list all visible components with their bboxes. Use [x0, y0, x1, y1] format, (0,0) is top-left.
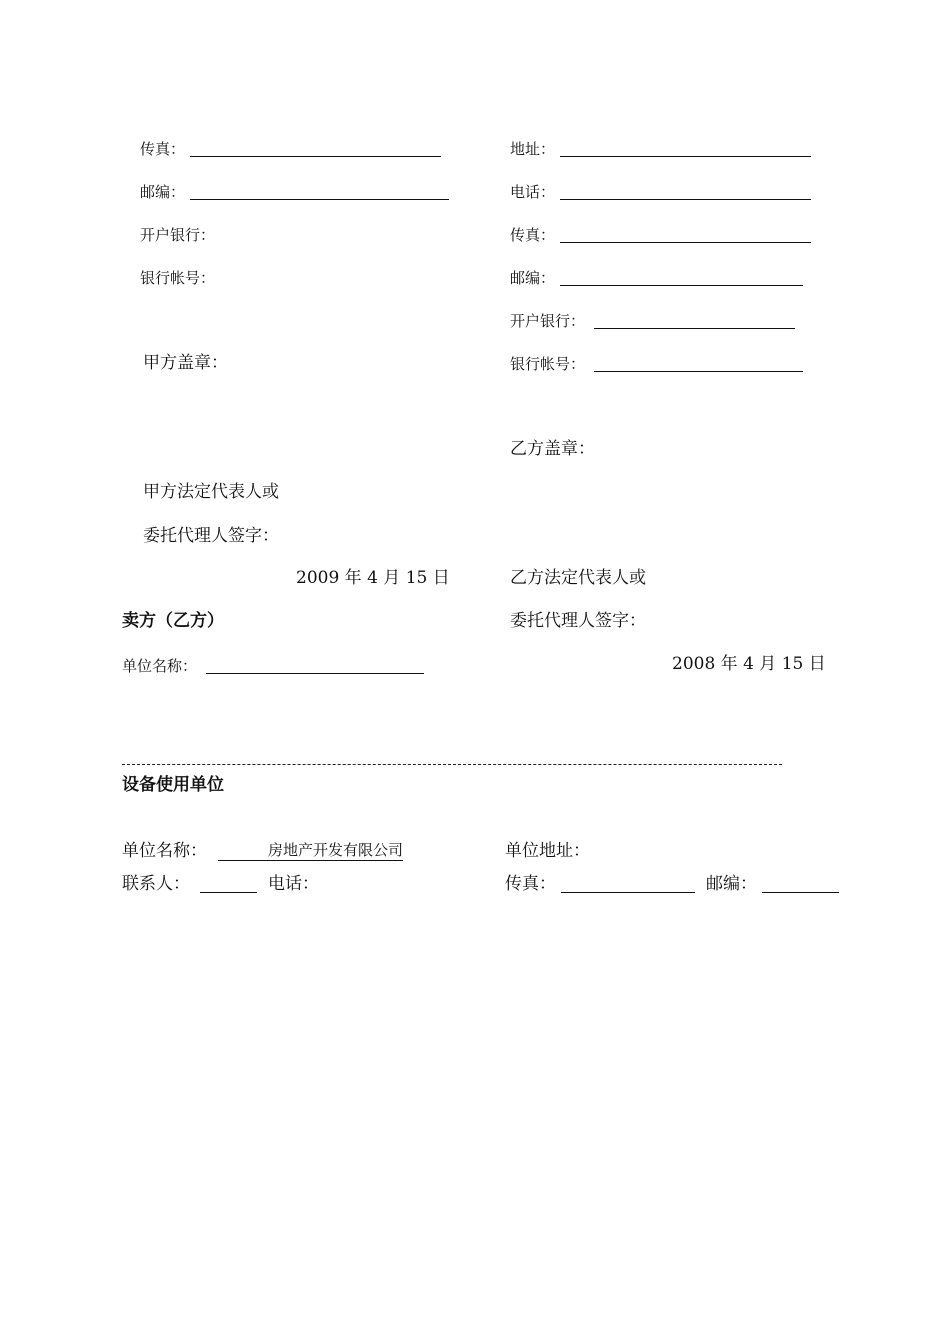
section-divider: [122, 764, 782, 765]
user-contact-label: 联系人：: [122, 874, 190, 894]
right-postcode-label: 邮编：: [510, 269, 556, 287]
right-bank-field[interactable]: [594, 328, 795, 329]
right-address-field[interactable]: [560, 156, 811, 157]
seller-unit-name-label: 单位名称：: [122, 657, 198, 675]
user-unit-address-label: 单位地址：: [505, 841, 590, 861]
user-phone-label: 电话：: [268, 874, 319, 894]
party-b-rep-line2: 委托代理人签字：: [510, 611, 646, 631]
user-postcode-field[interactable]: [762, 892, 839, 893]
left-bank-label: 开户银行：: [140, 226, 216, 244]
right-bank-label: 开户银行：: [510, 312, 586, 330]
user-fax-label: 传真：: [505, 874, 556, 894]
user-postcode-label: 邮编：: [706, 874, 757, 894]
party-a-rep-line1: 甲方法定代表人或: [143, 482, 279, 502]
party-b-seal-label: 乙方盖章：: [510, 439, 595, 459]
party-a-seal-label: 甲方盖章：: [143, 353, 228, 373]
party-b-rep-line1: 乙方法定代表人或: [510, 568, 646, 588]
party-a-date: 2009 年 4 月 15 日: [296, 568, 450, 588]
left-fax-label: 传真：: [140, 140, 186, 158]
right-postcode-field[interactable]: [560, 285, 803, 286]
user-unit-name-value[interactable]: 房地产开发有限公司: [268, 841, 404, 859]
left-account-label: 银行帐号：: [140, 269, 216, 287]
left-postcode-label: 邮编：: [140, 183, 186, 201]
seller-unit-name-field[interactable]: [206, 673, 424, 674]
left-fax-field[interactable]: [190, 156, 441, 157]
user-contact-field[interactable]: [200, 892, 257, 893]
right-phone-field[interactable]: [560, 199, 811, 200]
right-address-label: 地址：: [510, 140, 556, 158]
right-fax-label: 传真：: [510, 226, 556, 244]
right-account-field[interactable]: [594, 371, 803, 372]
right-account-label: 银行帐号：: [510, 355, 586, 373]
right-phone-label: 电话：: [510, 183, 556, 201]
party-b-date: 2008 年 4 月 15 日: [672, 654, 826, 674]
left-postcode-field[interactable]: [190, 199, 449, 200]
user-unit-name-label: 单位名称：: [122, 841, 207, 861]
party-a-rep-line2: 委托代理人签字：: [143, 526, 279, 546]
right-fax-field[interactable]: [560, 242, 811, 243]
user-fax-field[interactable]: [561, 892, 695, 893]
user-unit-name-leading-line: [218, 860, 268, 861]
user-section-heading: 设备使用单位: [122, 775, 224, 795]
seller-heading: 卖方（乙方）: [122, 611, 224, 631]
